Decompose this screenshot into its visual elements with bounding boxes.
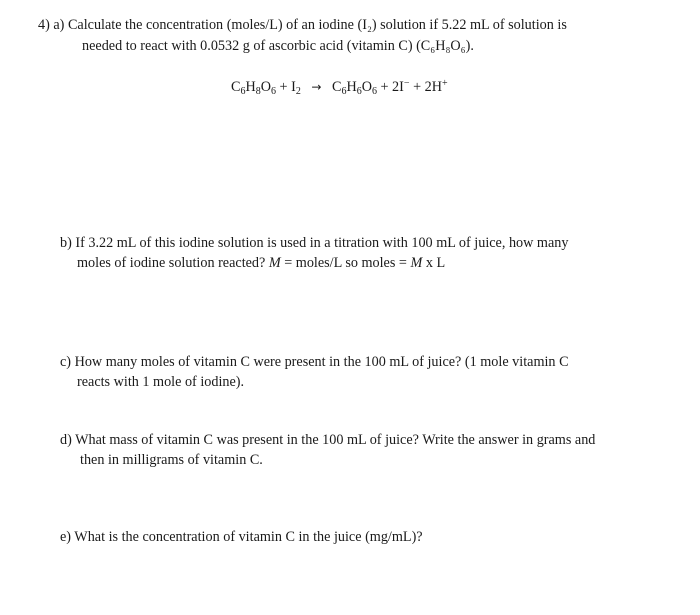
question-4-e-line-1: [60, 528, 423, 546]
question-e-text-1: e) What is the concentration of vitamin C in the juice (mg/mL)?: [60, 529, 423, 545]
plus-sign: +: [279, 79, 288, 95]
reactant-ascorbic-acid: $C_6H_8O_6$: [231, 79, 276, 97]
plus-sign: +: [380, 79, 389, 95]
question-d-text-2: then in milligrams of vitamin C.: [80, 452, 263, 468]
reactant-iodine: $I_2$: [291, 79, 301, 97]
question-b-text-1: b) If 3.22 mL of this iodine solution is used in a titration with 100 mL of juice, how many: [60, 235, 569, 251]
question-4-d-line-2: [80, 451, 263, 469]
question-a-text-2: needed to react with 0.0532 g of ascorbic acid (vitamin C) (C₆H₈O₆).: [82, 38, 474, 54]
question-a-text-1: a) Calculate the concentration (moles/L) of an iodine (I₂) solution if 5.22 mL of solution is: [53, 17, 567, 33]
molarity-symbol: M: [268, 255, 281, 271]
question-d-text-1: d) What mass of vitamin C was present in the 100 mL of juice? Write the answer in grams and: [60, 432, 596, 448]
question-4-b-line-2: [77, 254, 445, 272]
product-hydrogen-ion: 2H+: [424, 78, 448, 95]
question-4-a-line-1: [38, 16, 567, 34]
chemical-equation: [231, 78, 448, 96]
question-c-text-2: reacts with 1 mole of iodine).: [77, 374, 245, 390]
product-dehydroascorbic-acid: $C_6H_6O_6$: [331, 79, 377, 97]
plus-sign: +: [413, 79, 422, 95]
question-b-text-2a: moles of iodine solution reacted?: [77, 255, 269, 271]
question-4-c-line-1: [60, 353, 569, 371]
question-4-b-line-1: [60, 234, 568, 252]
question-b-text-2b: = moles/L so moles =: [280, 255, 411, 271]
molarity-symbol: M: [410, 255, 423, 271]
question-4-a-line-2: [82, 37, 474, 55]
question-b-text-2c: x L: [422, 255, 446, 271]
question-4-c-line-2: [77, 373, 244, 391]
question-number: 4): [38, 17, 50, 33]
question-4-d-line-1: [60, 431, 595, 449]
reaction-arrow-icon: →: [311, 80, 322, 94]
product-iodide: 2I−: [392, 78, 410, 95]
question-c-text-1: c) How many moles of vitamin C were present in the 100 mL of juice? (1 mole vitamin C: [60, 354, 569, 370]
